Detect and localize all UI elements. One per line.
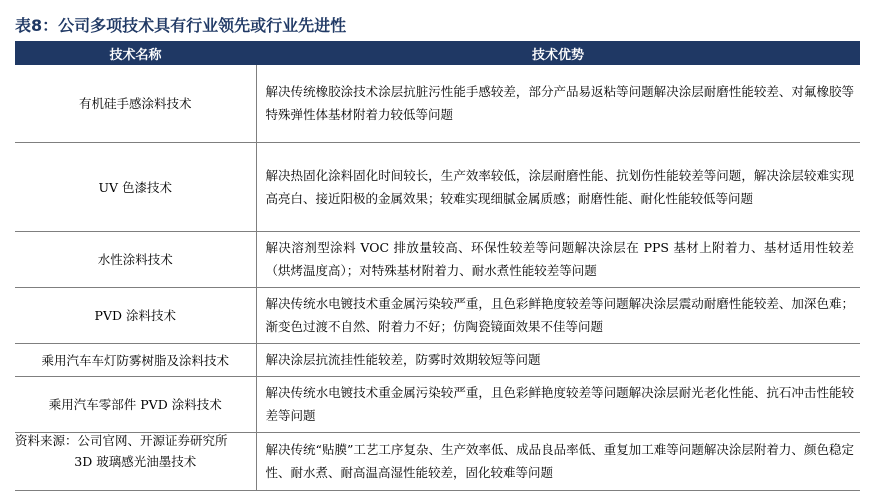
tech-advantage-cell: 解决传统橡胶涂技术涂层抗脏污性能手感较差，部分产品易返粘等问题解决涂层耐磨性能较差、对氟橡胶等特殊弹性体基材附着力较低等问题 <box>256 65 860 143</box>
tech-name-cell: 3D 玻璃感光油墨技术 <box>15 433 256 491</box>
tech-advantage-cell: 解决传统“贴膜”工艺工序复杂、生产效率低、成品良品率低、重复加工难等问题解决涂层附着力、颜色稳定性、耐水煮、耐高温高湿性能较差，固化较难等问题 <box>256 433 860 491</box>
table-row <box>15 65 860 143</box>
tech-advantage-cell: 解决传统水电镀技术重金属污染较严重，且色彩鲜艳度较差等问题解决涂层震动耐磨性能较差、加深色难；渐变色过渡不自然、附着力不好；仿陶瓷镜面效果不佳等问题 <box>256 288 860 344</box>
tech-name-cell: 有机硅手感涂料技术 <box>15 65 256 143</box>
table-header-row <box>15 41 860 65</box>
tech-advantage-cell: 解决传统水电镀技术重金属污染较严重，且色彩鲜艳度较差等问题解决涂层耐光老化性能、抗石冲击性能较差等问题 <box>256 377 860 433</box>
table-row <box>15 143 860 232</box>
tech-name-cell: 乘用汽车零部件 PVD 涂料技术 <box>15 377 256 433</box>
tech-name-cell: UV 色漆技术 <box>15 143 256 232</box>
table-row <box>15 232 860 288</box>
header-tech-advantage: 技术优势 <box>256 41 860 65</box>
tech-name-cell: 水性涂料技术 <box>15 232 256 288</box>
table-row <box>15 288 860 344</box>
tech-advantage-cell: 解决溶剂型涂料 VOC 排放量较高、环保性较差等问题解决涂层在 PPS 基材上附着力、基材适用性较差（烘烤温度高）；对特殊基材附着力、耐水煮性能较差等问题 <box>256 232 860 288</box>
technology-table <box>15 41 860 491</box>
tech-advantage-cell: 解决涂层抗流挂性能较差，防雾时效期较短等问题 <box>256 344 860 377</box>
table-row <box>15 344 860 377</box>
tech-advantage-cell: 解决热固化涂料固化时间较长，生产效率较低，涂层耐磨性能、抗划伤性能较差等问题，解决涂层较难实现高亮白、接近阳极的金属效果；较难实现细腻金属质感；耐磨性能、耐化性能较低等问题 <box>256 143 860 232</box>
header-tech-name: 技术名称 <box>15 41 256 65</box>
tech-name-cell: PVD 涂料技术 <box>15 288 256 344</box>
table-title: 表8：公司多项技术具有行业领先或行业先进性 <box>15 16 347 35</box>
table-row <box>15 377 860 433</box>
tech-name-cell: 乘用汽车车灯防雾树脂及涂料技术 <box>15 344 256 377</box>
source-note: 资料来源：公司官网、开源证券研究所 <box>15 433 228 448</box>
